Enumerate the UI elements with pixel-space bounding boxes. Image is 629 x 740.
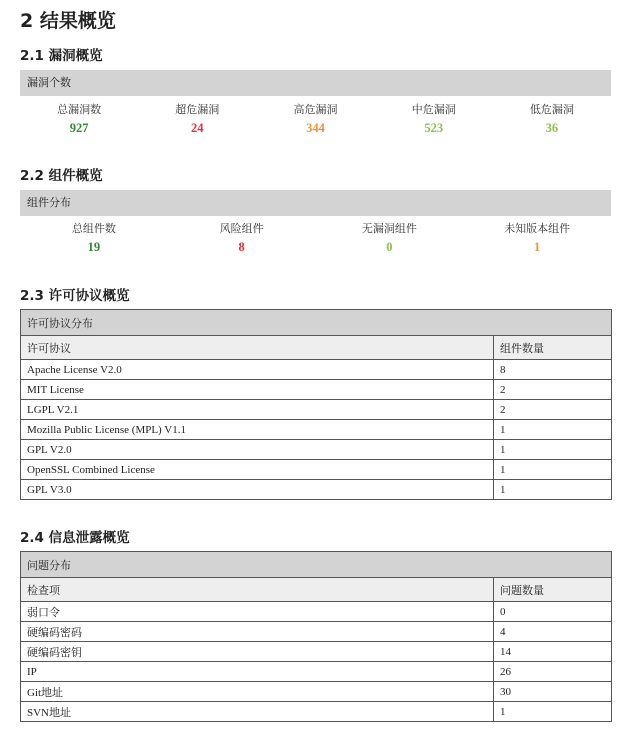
comp-stats (20, 220, 611, 256)
license-col-name: 许可协议 (21, 336, 494, 360)
stat-value: 19 (87, 240, 101, 254)
vuln-heading: 2.1 漏洞概览 (20, 48, 103, 64)
table-row (21, 642, 612, 662)
page-title: 2 结果概览 (20, 10, 116, 32)
row-count: 1 (494, 420, 612, 440)
license-heading: 2.3 许可协议概览 (20, 288, 130, 304)
leak-col-count: 问题数量 (494, 578, 612, 602)
row-name: Git地址 (21, 682, 494, 702)
row-count: 30 (494, 682, 612, 702)
stat-label: 高危漏洞 (293, 103, 338, 116)
comp-heading: 2.2 组件概览 (20, 168, 103, 184)
table-row (21, 622, 612, 642)
row-name: 硬编码密码 (21, 622, 494, 642)
table-row (21, 400, 612, 420)
row-count: 1 (494, 702, 612, 722)
table-row (21, 702, 612, 722)
row-name: SVN地址 (21, 702, 494, 722)
stat-value: 1 (534, 240, 541, 254)
row-name: GPL V3.0 (21, 480, 494, 500)
row-count: 14 (494, 642, 612, 662)
stat-item (20, 220, 168, 256)
table-row (21, 380, 612, 400)
row-count: 26 (494, 662, 612, 682)
vuln-stats (20, 101, 611, 137)
stat-item (20, 101, 138, 137)
table-row (21, 420, 612, 440)
stat-value: 8 (238, 240, 245, 254)
stat-item (375, 101, 493, 137)
table-row (21, 682, 612, 702)
row-count: 4 (494, 622, 612, 642)
stat-label: 中危漏洞 (411, 103, 456, 116)
row-count: 2 (494, 380, 612, 400)
license-caption: 许可协议分布 (21, 310, 612, 336)
comp-bar: 组件分布 (20, 190, 611, 216)
table-row (21, 360, 612, 380)
table-row (21, 480, 612, 500)
table-row (21, 440, 612, 460)
license-col-count: 组件数量 (494, 336, 612, 360)
table-row (21, 602, 612, 622)
stat-value: 0 (386, 240, 393, 254)
stat-label: 未知版本组件 (504, 222, 571, 235)
stat-value: 927 (69, 121, 89, 135)
stat-label: 超危漏洞 (175, 103, 220, 116)
row-name: OpenSSL Combined License (21, 460, 494, 480)
stat-item (256, 101, 374, 137)
stat-value: 24 (191, 121, 204, 135)
row-name: Apache License V2.0 (21, 360, 494, 380)
row-name: 硬编码密钥 (21, 642, 494, 662)
stat-label: 总组件数 (71, 222, 116, 235)
stat-label: 总漏洞数 (57, 103, 102, 116)
row-name: LGPL V2.1 (21, 400, 494, 420)
leak-table (20, 551, 612, 722)
stat-label: 风险组件 (219, 222, 264, 235)
stat-label: 低危漏洞 (529, 103, 574, 116)
stat-item (493, 101, 611, 137)
vuln-bar: 漏洞个数 (20, 70, 611, 96)
table-row (21, 460, 612, 480)
row-name: MIT License (21, 380, 494, 400)
stat-value: 523 (424, 121, 444, 135)
stat-item (316, 220, 464, 256)
leak-col-name: 检查项 (21, 578, 494, 602)
stat-value: 344 (306, 121, 325, 135)
stat-item (138, 101, 256, 137)
row-count: 8 (494, 360, 612, 380)
row-name: IP (21, 662, 494, 682)
leak-caption: 问题分布 (21, 552, 612, 578)
row-count: 1 (494, 440, 612, 460)
row-name: 弱口令 (21, 602, 494, 622)
leak-heading: 2.4 信息泄露概览 (20, 530, 130, 546)
row-count: 2 (494, 400, 612, 420)
stat-item (463, 220, 611, 256)
license-table (20, 309, 612, 500)
row-count: 1 (494, 460, 612, 480)
stat-label: 无漏洞组件 (361, 222, 417, 235)
row-name: Mozilla Public License (MPL) V1.1 (21, 420, 494, 440)
stat-item (168, 220, 316, 256)
table-row (21, 662, 612, 682)
row-count: 0 (494, 602, 612, 622)
stat-value: 36 (545, 121, 559, 135)
row-name: GPL V2.0 (21, 440, 494, 460)
row-count: 1 (494, 480, 612, 500)
